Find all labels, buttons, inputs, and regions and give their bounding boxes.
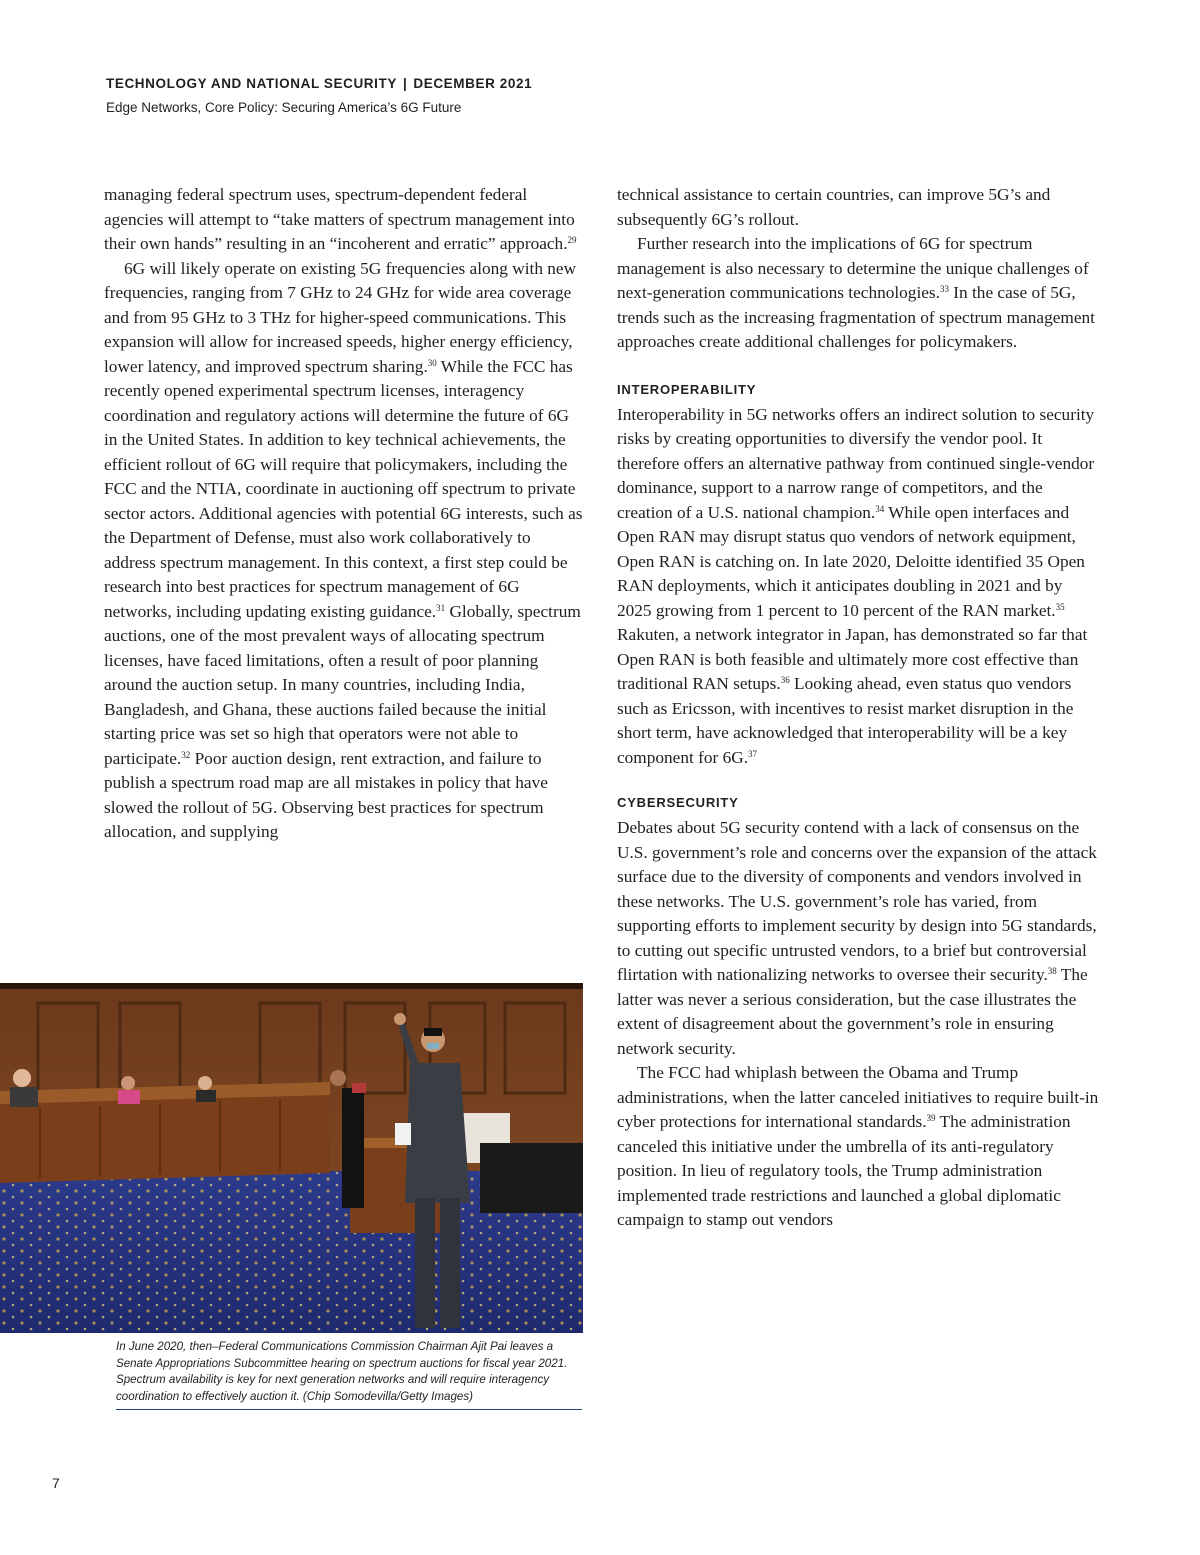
right-paragraph-3: Interoperability in 5G networks offers an indirect solution to security risks by creating opportunities to diversify the vendor pool. It therefore offers an alternative pathway from continued single-vendor dominance, support to a narrow range of competitors, and the creation of a U.S. national champion.$^{34}$ While open interfaces and Open RAN may disrupt status quo vendors of network equipment, Open RAN is catching on. In late 2020, Deloitte identified 35 Open RAN deployments, which it anticipates doubling in 2021 and by 2025 growing from 1 percent to 10 percent of the RAN market.$^{35}$ Rakuten, a network integrator in Japan, has demonstrated so far that Open RAN is both feasible and ultimately more cost effective than traditional RAN setups.$^{36}$ Looking ahead, even status quo vendors such as Ericsson, with incentives to resist market disruption in the short term, have acknowledged that interoperability will be a key component for 6G.$^{37}$ bbox=[617, 404, 1095, 767]
footnote-ref: 30 bbox=[427, 357, 437, 368]
header-title bbox=[106, 76, 532, 91]
footnote-ref: 29 bbox=[567, 235, 577, 245]
footnote-ref: 31 bbox=[436, 602, 446, 613]
header-series: TECHNOLOGY AND NATIONAL SECURITY bbox=[106, 76, 397, 91]
heading-cybersecurity: CYBERSECURITY bbox=[617, 795, 739, 810]
right-paragraph-4: Debates about 5G security contend with a lack of consensus on the U.S. government’s role and concerns over the expansion of the attack surface due to the diversity of components and vendors involved in these networks. The U.S. government’s role has varied, from supporting efforts to implement security by design into 5G standards, to cutting out specific untrusted vendors, to a brief but controversial flirtation with nationalizing networks to oversee their security.$^{38}$ The latter was never a serious consideration, but the case illustrates the extent of disagreement about the government’s role in ensuring network security. bbox=[617, 818, 1097, 1058]
right-paragraph-5: The FCC had whiplash between the Obama and Trump administrations, when the latter canceled initiatives to require built-in cyber protections for international standards.$^{39}$ The administration canceled this initiative under the umbrella of its anti-regulatory position. In lieu of regulatory tools, the Trump administration implemented trade restrictions and launched a global diplomatic campaign to stamp out vendors bbox=[617, 1063, 1099, 1229]
left-paragraph-2: 6G will likely operate on existing 5G frequencies along with new frequencies, ranging from 7 GHz to 24 GHz for wide area coverage and from 95 GHz to 3 THz for higher-speed communications. This expansion will allow for increased speeds, higher energy efficiency, lower latency, and improved spectrum sharing.$^{30}$ While the FCC has recently opened experimental spectrum licenses, interagency coordination and regulatory actions will determine the future of 6G in the United States. In addition to key technical achievements, the efficient rollout of 6G will require that policymakers, including the FCC and the NTIA, coordinate in auctioning off spectrum to private sector actors. Additional agencies with potential 6G interests, such as the Department of Defense, must also work collaboratively to address spectrum management. In this context, a first step could be research into best practices for spectrum management of 6G networks, including updating existing guidance.$^{31}$ Globally, spectrum auctions, one of the most prevalent ways of allocating spectrum licenses, have faced limitations, often a result of poor planning around the auction setup. In many countries, including India, Bangladesh, and Ghana, these auctions failed because the initial starting price was set so high that operators were not able to participate.$^{32}$ Poor auction design, rent extraction, and failure to publish a spectrum road map are all mistakes in policy that have slowed the rollout of 5G. Observing best practices for spectrum allocation, and supplying bbox=[104, 258, 583, 841]
right-paragraph-1: technical assistance to certain countries, can improve 5G’s and subsequently 6G’s rollout. bbox=[617, 185, 1051, 229]
footnote-ref: 33 bbox=[939, 284, 949, 294]
right-column bbox=[617, 183, 1099, 1233]
header-separator: | bbox=[402, 76, 408, 91]
footnote-ref: 34 bbox=[875, 503, 885, 514]
photo-caption: In June 2020, then–Federal Communications Commission Chairman Ajit Pai leaves a Senate Appropriations Subcommittee hearing on spectrum auctions for fiscal year 2021. Spectrum availability is key for next generation networks and will require interagency coordination to effectively auction it. (Chip Somodevilla/Getty Images) bbox=[116, 1339, 582, 1410]
footnote-ref: 36 bbox=[780, 675, 790, 685]
left-paragraph-1: managing federal spectrum uses, spectrum-dependent federal agencies will attempt to “take matters of spectrum management into their own hands” resulting in an “incoherent and erratic” approach.$^{29}$ bbox=[104, 185, 577, 253]
footnote-ref: 39 bbox=[926, 1113, 936, 1123]
page-number: 7 bbox=[52, 1475, 60, 1491]
page-header bbox=[106, 76, 532, 115]
footnote-ref: 38 bbox=[1047, 966, 1057, 976]
hearing-photo bbox=[0, 983, 583, 1333]
heading-interoperability: INTEROPERABILITY bbox=[617, 381, 757, 397]
left-column bbox=[104, 183, 586, 845]
footnote-ref: 37 bbox=[748, 748, 758, 759]
footnote-ref: 35 bbox=[1055, 601, 1065, 612]
footnote-ref: 32 bbox=[181, 749, 191, 760]
header-subtitle: Edge Networks, Core Policy: Securing America’s 6G Future bbox=[106, 100, 462, 115]
right-paragraph-2: Further research into the implications of 6G for spectrum management is also necessary to determine the unique challenges of next-generation communications technologies.$^{33}$ In the case of 5G, trends such as the increasing fragmentation of spectrum management approaches create additional challenges for policymakers. bbox=[617, 234, 1095, 351]
header-date: DECEMBER 2021 bbox=[413, 76, 533, 91]
